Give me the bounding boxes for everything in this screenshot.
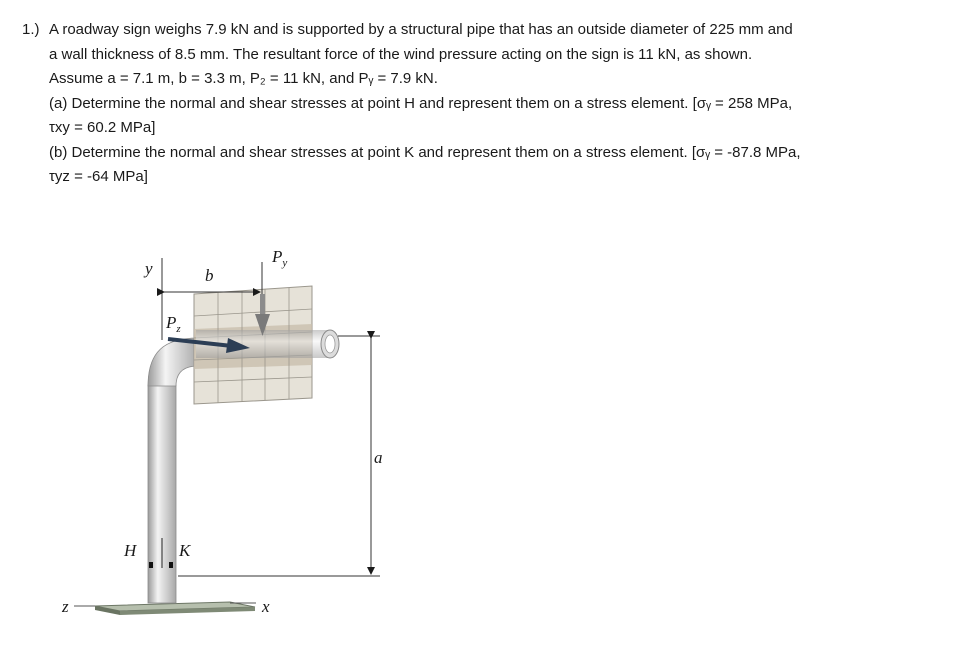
- problem-line-2: a wall thickness of 8.5 mm. The resultant force of the wind pressure acting on the sign is 11 kN, as shown.: [49, 45, 753, 63]
- point-k-marker: [169, 562, 173, 568]
- pz-label: $P_z$: [166, 313, 181, 335]
- py-label: $P_y$: [272, 247, 288, 269]
- problem-line-1: 1.) A roadway sign weighs 7.9 kN and is supported by a structural pipe that has an outside diameter of 225 mm and: [22, 18, 952, 43]
- part-b-line-1: (b) Determine the normal and shear stresses at point K and represent them on a stress element. [σᵧ = -87.8 MPa,: [49, 143, 801, 161]
- z-axis-label: z: [62, 597, 69, 616]
- problem-number: 1.): [22, 21, 40, 38]
- x-axis-label: x: [262, 597, 270, 616]
- point-h-marker: [149, 562, 153, 568]
- base-plate: [95, 602, 255, 615]
- pipe-elbow: [148, 338, 198, 386]
- arm-end-opening: [325, 335, 335, 353]
- dim-b-label: b: [205, 266, 214, 285]
- point-k-label: K: [179, 541, 191, 560]
- part-a-line-2: τxy = 60.2 MPa]: [49, 119, 156, 136]
- y-axis-label: y: [145, 259, 153, 278]
- part-a-line-1: (a) Determine the normal and shear stresses at point H and represent them on a stress element. [σᵧ = 258 MPa,: [49, 94, 793, 112]
- vertical-pipe: [148, 385, 176, 603]
- dim-a-label: a: [374, 448, 383, 467]
- point-h-label: H: [124, 541, 137, 560]
- part-b-line-2: τyz = -64 MPa]: [49, 168, 148, 185]
- problem-line-3: Assume a = 7.1 m, b = 3.3 m, P₂ = 11 kN, and Pᵧ = 7.9 kN.: [49, 70, 438, 87]
